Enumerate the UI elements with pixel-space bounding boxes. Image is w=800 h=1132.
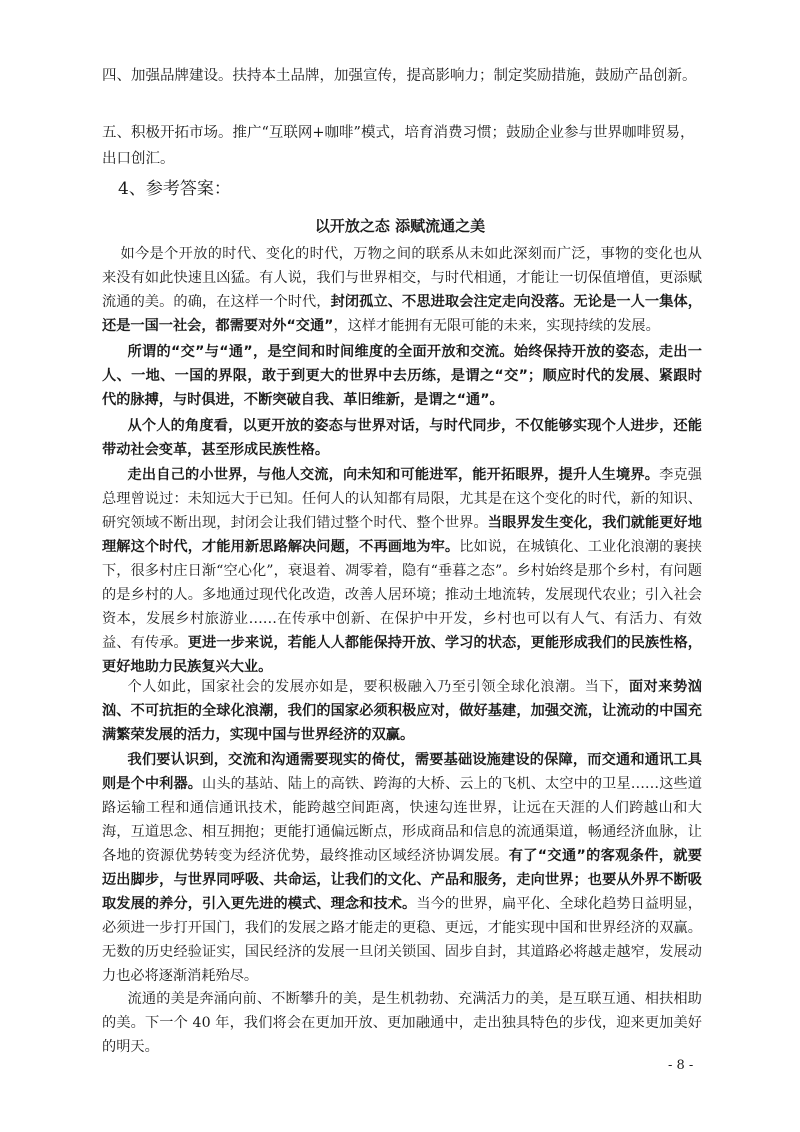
text-run: 个人如此，国家社会的发展亦如是，要积极融入乃至引领全球化浪潮。当下， — [127, 679, 629, 695]
bold-run: 走出自己的小世界，与他人交流，向未知和可能进军，能开拓眼界，提升人生境界。 — [127, 467, 660, 483]
essay-paragraph-3: 从个人的角度看，以更开放的姿态与世界对话，与时代同步，不仅能够实现个人进步，还能带动社会变革，甚至形成民族性格。 — [102, 418, 702, 458]
measure-item-4: 四、加强品牌建设。扶持本土品牌，加强宣传，提高影响力；制定奖励措施，鼓励产品创新。 — [102, 68, 697, 84]
text-run: 如今是个开放的时代、变化的时代，万物之间的联系从未如此深刻而广泛，事物的变化也从来没有如此快速且凶猛。有人说，我们与世界相交，与时代相通，才能让一切保值增值，更添赋流通的美。的确，在这样一个时代， — [102, 246, 702, 310]
bold-run: 面对来势汹汹、不可抗拒的全球化浪潮，我们的国家必须积极应对，做好基建，加强交流，让流动的中国充满繁荣发展的活力，实现中国与世界经济的双赢。 — [102, 679, 702, 743]
essay-paragraph-4 — [102, 463, 702, 679]
essay-paragraph-6 — [102, 748, 702, 988]
bold-run: 我们要认识到，交流和沟通需要现实的倚仗，需要基础设施建设的保障，而交通和通讯工具则是个中利器。 — [102, 752, 702, 792]
text-run: 当今的世界，扁平化、全球化趋势日益明显，必须进一步打开国门，我们的发展之路才能走的更稳、更远，才能实现中国和世界经济的双赢。无数的历史经验证实，国民经济的发展一旦闭关锁国、固步自封，其道路必将越走越窄，发展动力也必将逐渐消耗殆尽。 — [102, 896, 702, 984]
essay-paragraph-2: 所谓的“交”与“通”，是空间和时间维度的全面开放和交流。始终保持开放的姿态，走出一人、一地、一国的界限，敢于到更大的世界中去历练，是谓之“交”；顺应时代的发展、紧跟时代的脉搏，与时俱进，不断突破自我、革旧维新，是谓之“通”。 — [102, 344, 702, 408]
bold-run: 封闭孤立、不思进取会注定走向没落。无论是一人一集体，还是一国一社会，都需要对外“交通” — [102, 294, 702, 334]
text-run: 比如说，在城镇化、工业化浪潮的裹挟下，很多村庄日渐“空心化”，衰退着、凋零着，隐有“垂暮之态”。乡村始终是那个乡村，有问题的是乡村的人。多地通过现代化改造，改善人居环境；推动土地流转，发展现代农业；引入社会资本，发展乡村旅游业……在传承中创新、在保护中开发，乡村也可以有人气、有活力、有效益、有传承。 — [102, 539, 702, 651]
text-run: 李克强总理曾说过：未知远大于已知。任何人的认知都有局限，尤其是在这个变化的时代，新的知识、研究领域不断出现，封闭会让我们错过整个时代、整个世界。 — [102, 467, 702, 531]
essay-paragraph-7: 流通的美是奔涌向前、不断攀升的美，是生机勃勃、充满活力的美，是互联互通、相扶相助的美。下一个 40 年，我们将会在更加开放、更加融通中，走出独具特色的步伐，迎来更加美好的明天。 — [102, 991, 702, 1055]
bold-run: 更进一步来说，若能人人都能保持开放、学习的状态，更能形成我们的民族性格，更好地助力民族复兴大业。 — [102, 635, 702, 675]
bold-run: 当眼界发生变化，我们就能更好地理解这个时代，才能用新思路解决问题，不再画地为牢。 — [102, 515, 702, 555]
bold-run: 有了“交通”的客观条件，就要迈出脚步，与世界同呼吸、共命运，让我们的文化、产品和服务，走向世界；也要从外界不断吸取发展的养分，引入更先进的模式、理念和技术。 — [102, 848, 702, 912]
essay-paragraph-1 — [102, 242, 702, 338]
text-run: 山头的基站、陆上的高铁、跨海的大桥、云上的飞机、太空中的卫星……这些道路运输工程和通信通讯技术，能跨越空间距离，快速勾连世界，让远在天涯的人们跨越山和大海，互道思念、相互拥抱；更能打通偏远断点，形成商品和信息的流通渠道，畅通经济血脉，让各地的资源优势转变为经济优势，最终推动区域经济协调发展。 — [102, 776, 702, 864]
text-run: ，这样才能拥有无限可能的未来，实现持续的发展。 — [333, 318, 660, 334]
essay-paragraph-5 — [102, 675, 702, 747]
essay-title: 以开放之态 添赋流通之美 — [314, 217, 486, 235]
answer-heading: 4、参考答案： — [118, 179, 231, 199]
page-number: - 8 - — [668, 1058, 694, 1073]
measure-item-5: 五、积极开拓市场。推广“互联网+咖啡”模式，培育消费习惯；鼓励企业参与世界咖啡贸易，出口创汇。 — [102, 125, 695, 167]
